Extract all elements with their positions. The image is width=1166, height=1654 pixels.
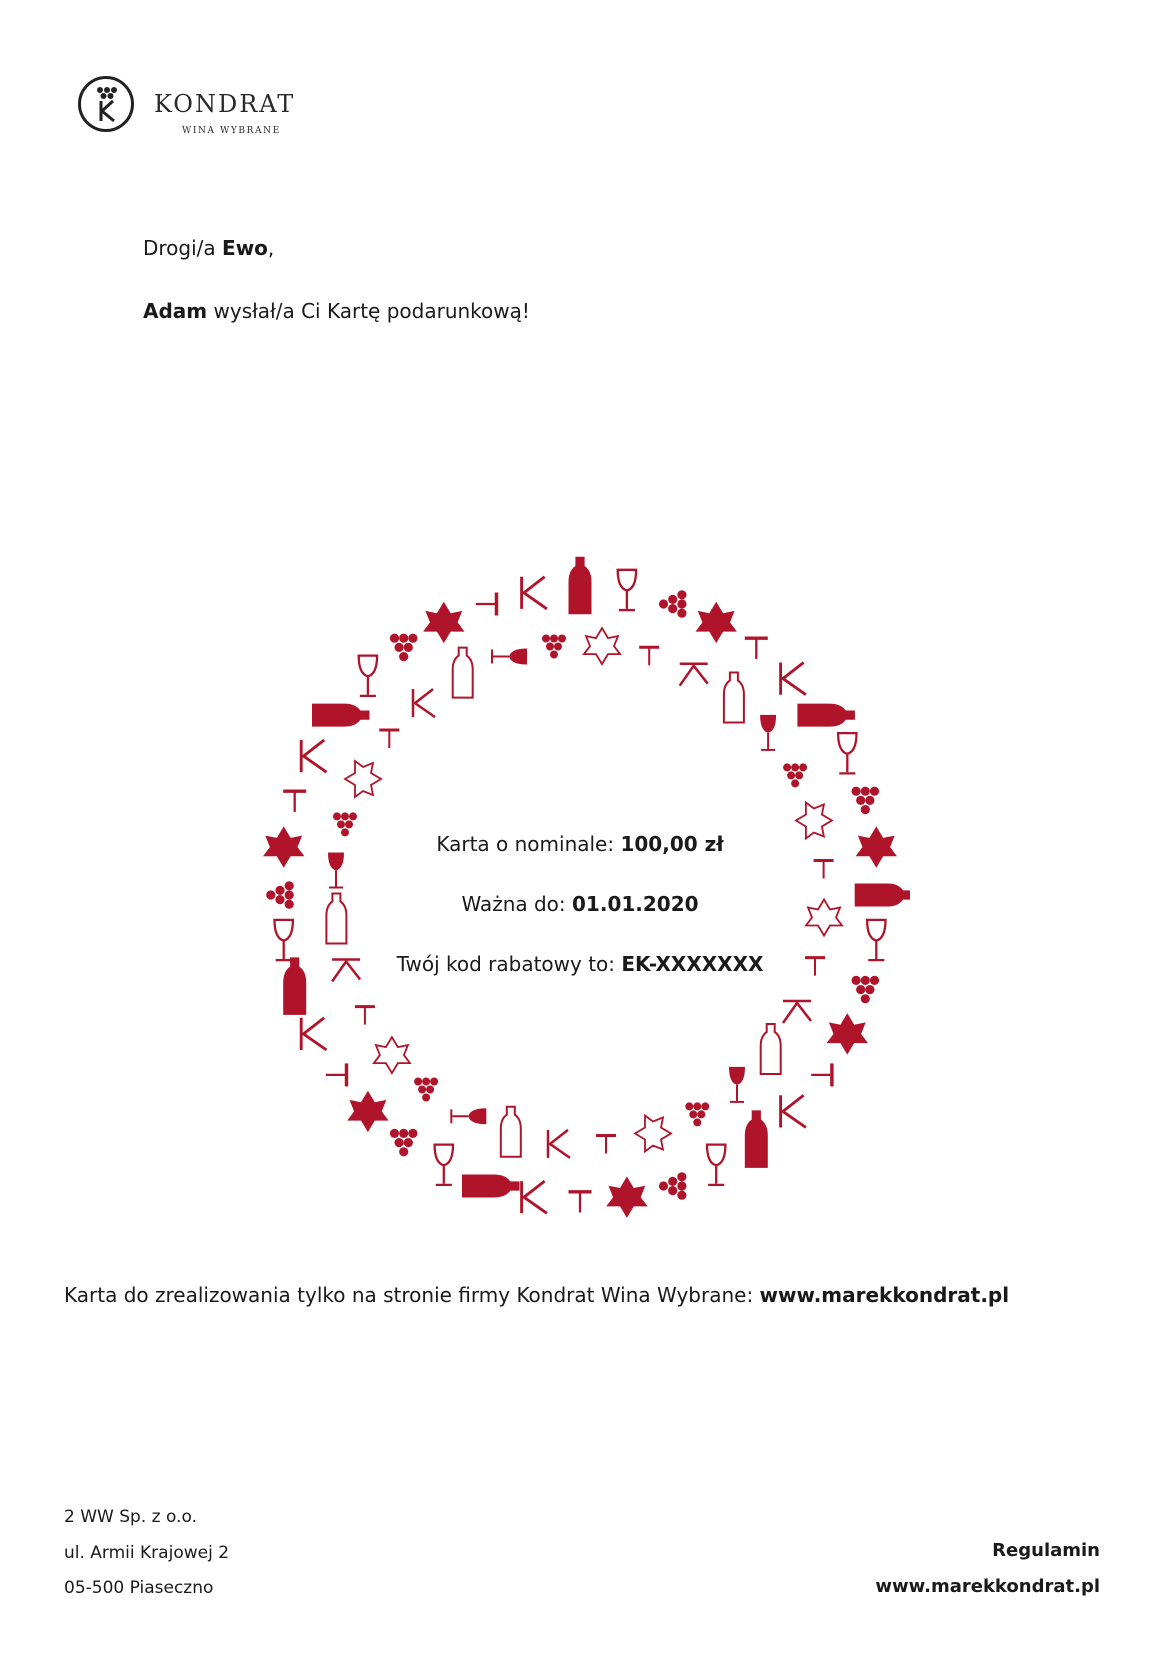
card-validity <box>250 892 910 916</box>
grapes-icon <box>659 590 687 618</box>
corkscrew-icon <box>745 638 768 659</box>
corkscrew-icon <box>569 1192 592 1213</box>
wine-glass-icon <box>492 649 527 665</box>
corkscrew-icon <box>814 861 834 879</box>
corkscrew-icon <box>379 730 399 748</box>
company-city: 05-500 Piaseczno <box>64 1578 214 1598</box>
corkscrew-icon <box>639 647 659 665</box>
company-street: ul. Armii Krajowej 2 <box>64 1543 230 1563</box>
grapes-icon <box>659 1172 687 1200</box>
vine-leaf-icon <box>635 1116 671 1152</box>
k-logo-icon <box>783 1001 811 1023</box>
gift-message <box>143 299 530 323</box>
brand-logo <box>78 76 338 136</box>
k-logo-icon <box>413 689 435 717</box>
grapes-icon <box>390 634 418 662</box>
bottle-icon <box>569 557 592 615</box>
grapes-icon <box>390 1129 418 1157</box>
wine-glass-icon <box>707 1145 725 1185</box>
vine-leaf-icon <box>347 1091 388 1132</box>
vine-leaf-icon <box>696 602 737 643</box>
greeting-prefix: Drogi/a <box>143 236 223 260</box>
card-validity-label: Ważna do: <box>461 892 573 916</box>
grapes-icon <box>685 1102 709 1126</box>
card-value-label: Karta o nominale: <box>436 832 621 856</box>
brand-logo-icon <box>78 76 134 132</box>
grapes-icon <box>852 787 880 815</box>
corkscrew-icon <box>476 593 497 616</box>
website-link[interactable]: www.marekkondrat.pl <box>875 1576 1100 1597</box>
grapes-icon <box>414 1078 438 1102</box>
card-value <box>250 832 910 856</box>
company-name: 2 WW Sp. z o.o. <box>64 1507 197 1527</box>
discount-code <box>250 952 910 976</box>
greeting <box>143 236 274 260</box>
redeem-text: Karta do zrealizowania tylko na stronie firmy Kondrat Wina Wybrane: <box>64 1283 760 1307</box>
k-logo-icon <box>522 577 547 609</box>
k-logo-icon <box>781 663 806 695</box>
k-logo-icon <box>548 1130 570 1158</box>
redeem-note <box>64 1283 1009 1307</box>
discount-code-value: EK-XXXXXXX <box>621 952 764 976</box>
vine-leaf-icon <box>606 1177 647 1218</box>
wine-glass-icon <box>451 1108 486 1124</box>
grapes-icon <box>783 763 807 787</box>
k-logo-icon <box>680 664 708 686</box>
bottle-icon <box>501 1107 521 1157</box>
gift-message-text: wysłał/a Ci Kartę podarunkową! <box>207 299 530 323</box>
bottle-icon <box>745 1110 768 1168</box>
brand-tagline: WINA WYBRANE <box>182 126 281 136</box>
brand-name: KONDRAT <box>154 90 296 118</box>
k-logo-icon <box>781 1095 806 1127</box>
vine-leaf-icon <box>827 1013 868 1054</box>
vine-leaf-icon <box>374 1037 410 1073</box>
k-logo-icon <box>301 1018 326 1050</box>
wine-glass-icon <box>435 1145 453 1185</box>
wine-glass-icon <box>760 715 776 750</box>
wine-glass-icon <box>729 1067 745 1102</box>
bottle-icon <box>462 1175 520 1198</box>
discount-code-label: Twój kod rabatowy to: <box>396 952 622 976</box>
corkscrew-icon <box>326 1063 347 1086</box>
vine-leaf-icon <box>345 761 381 797</box>
corkscrew-icon <box>283 791 306 812</box>
wine-glass-icon <box>328 853 344 888</box>
wine-glass-icon <box>618 570 636 610</box>
sender-name: Adam <box>143 299 208 323</box>
wine-glass-icon <box>838 733 856 773</box>
k-logo-icon <box>301 740 326 772</box>
grapes-icon <box>852 976 880 1004</box>
bottle-icon <box>312 704 370 727</box>
corkscrew-icon <box>596 1136 616 1154</box>
vine-leaf-icon <box>584 628 620 664</box>
bottle-icon <box>453 648 473 698</box>
k-logo-icon <box>522 1181 547 1213</box>
grapes-icon <box>542 635 566 659</box>
wine-glass-icon <box>359 656 377 696</box>
card-value-amount: 100,00 zł <box>620 832 724 856</box>
terms-link[interactable]: Regulamin <box>992 1540 1100 1561</box>
corkscrew-icon <box>355 1007 375 1025</box>
corkscrew-icon <box>811 1063 832 1086</box>
bottle-icon <box>761 1024 781 1074</box>
bottle-icon <box>797 704 855 727</box>
greeting-suffix: , <box>267 236 275 260</box>
bottle-icon <box>724 673 744 723</box>
redeem-url-link[interactable]: www.marekkondrat.pl <box>759 1283 1010 1307</box>
recipient-name: Ewo <box>222 236 268 260</box>
card-validity-date: 01.01.2020 <box>572 892 699 916</box>
vine-leaf-icon <box>423 602 464 643</box>
